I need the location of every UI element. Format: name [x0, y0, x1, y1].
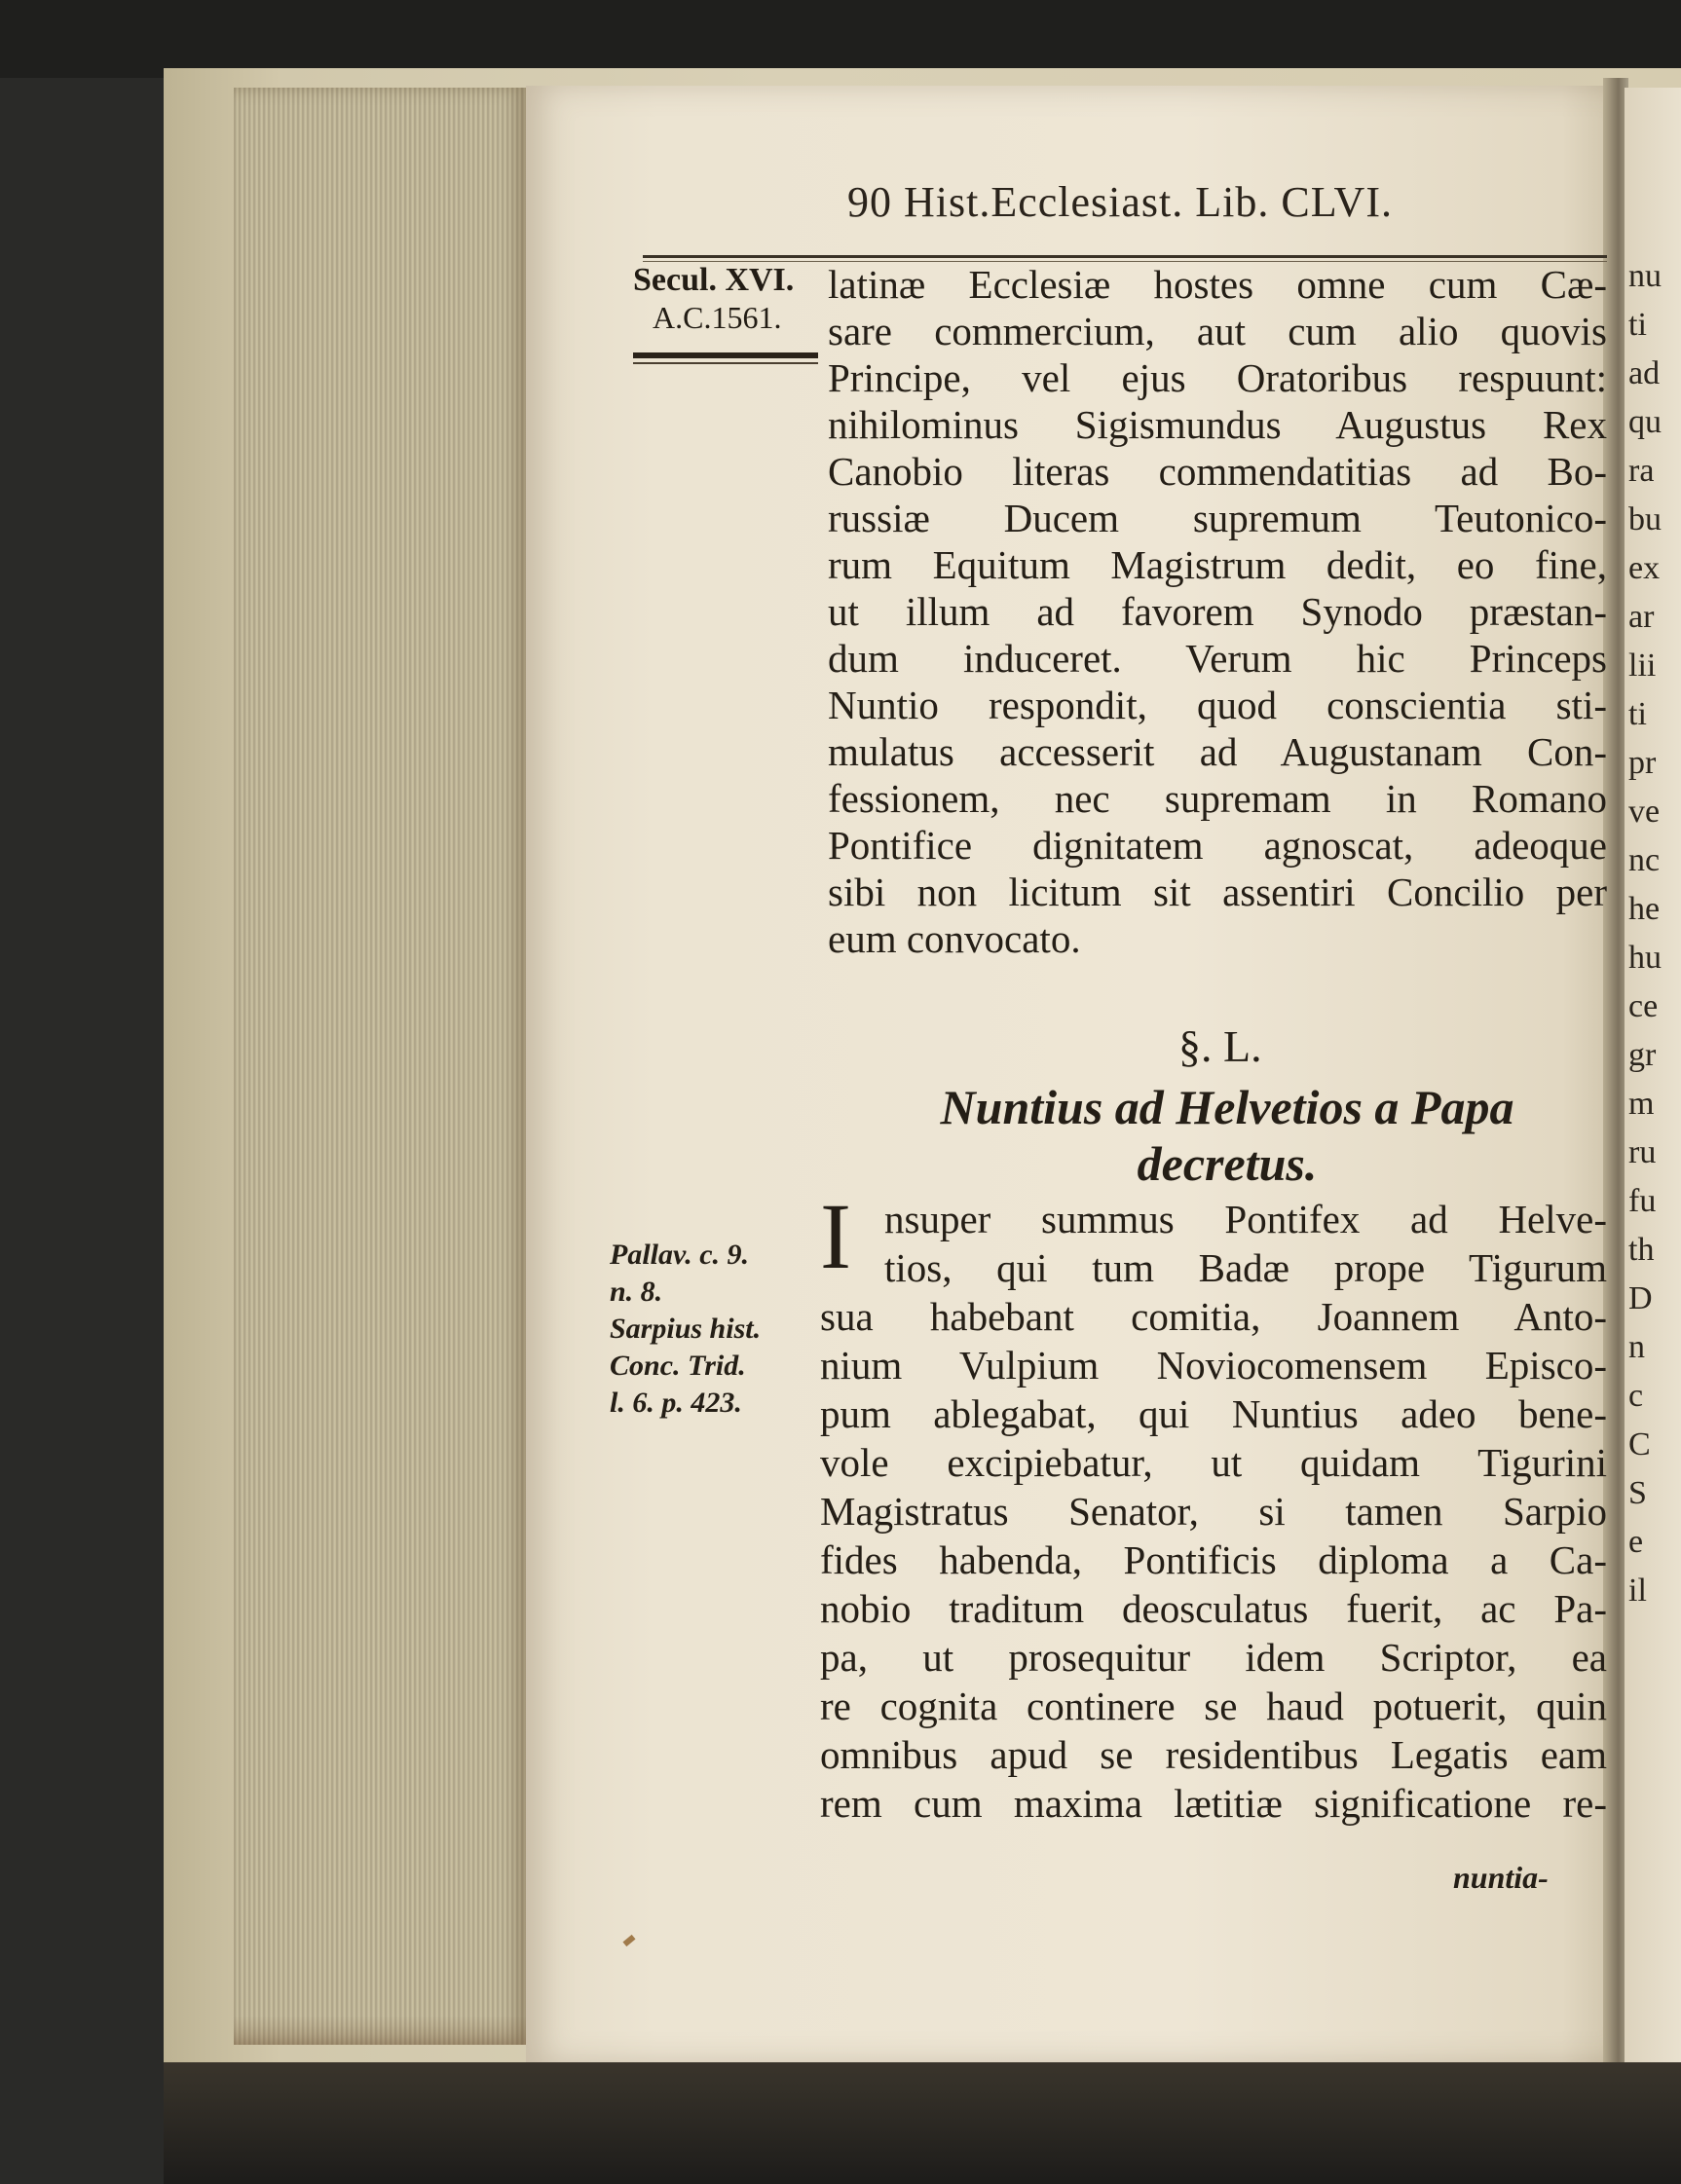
facing-page-fragment: il: [1628, 1573, 1647, 1609]
margin-reference: Conc. Trid.: [610, 1350, 746, 1382]
text-line: ut illum ad favorem Synodo præstan-: [828, 589, 1607, 634]
text-line: Magistratus Senator, si tamen Sarpio: [820, 1489, 1607, 1534]
facing-page-fragment: ce: [1628, 988, 1659, 1024]
facing-page-fragment: ti: [1628, 696, 1647, 732]
running-head: 90 Hist.Ecclesiast. Lib. CLVI.: [847, 178, 1393, 226]
text-line: Nuntio respondit, quod conscientia sti-: [828, 683, 1607, 727]
text-line: russiæ Ducem supremum Teutonico-: [828, 496, 1607, 540]
text-line: fides habenda, Pontificis diploma a Ca-: [820, 1537, 1607, 1582]
text-line: nihilominus Sigismundus Augustus Rex: [828, 402, 1607, 447]
facing-page-fragment: th: [1628, 1232, 1655, 1268]
facing-page-fragment: ex: [1628, 550, 1661, 586]
text-line: mulatus accesserit ad Augustanam Con-: [828, 729, 1607, 774]
margin-rule-thin: [633, 362, 818, 364]
facing-page-fragment: lii: [1628, 648, 1657, 684]
margin-ad-year: A.C.1561.: [653, 300, 782, 335]
bottom-shadow: [164, 2062, 1681, 2184]
margin-reference: n. 8.: [610, 1276, 663, 1308]
drop-cap: I: [820, 1184, 851, 1288]
text-line: tios, qui tum Badæ prope Tigurum: [884, 1245, 1607, 1290]
text-line: nsuper summus Pontifex ad Helve-: [884, 1197, 1607, 1241]
facing-page: [1625, 88, 1681, 2077]
text-line: Principe, vel ejus Oratoribus respuunt:: [828, 355, 1607, 400]
page-edges: [234, 88, 526, 2045]
section-title-line-1: Nuntius ad Helvetios a Papa: [940, 1080, 1514, 1134]
facing-page-fragment: bu: [1628, 501, 1662, 537]
text-line: rum Equitum Magistrum dedit, eo fine,: [828, 542, 1607, 587]
margin-reference: Pallav. c. 9.: [610, 1239, 750, 1271]
facing-page-fragment: ru: [1628, 1134, 1657, 1170]
facing-page-fragment: e: [1628, 1524, 1644, 1560]
facing-page-fragment: C: [1628, 1426, 1651, 1462]
text-line: pa, ut prosequitur idem Scriptor, ea: [820, 1635, 1607, 1680]
text-line: rem cum maxima lætitiæ significatione re-: [820, 1781, 1607, 1826]
text-line: sare commercium, aut cum alio quovis: [828, 309, 1607, 353]
page-edges-shadow: [234, 2016, 526, 2045]
facing-page-fragment: ra: [1628, 453, 1655, 489]
facing-page-fragment: nc: [1628, 842, 1661, 878]
facing-page-fragment: D: [1628, 1280, 1653, 1316]
facing-page-fragment: ar: [1628, 599, 1655, 635]
text-line: sibi non licitum sit assentiri Concilio per: [828, 870, 1607, 914]
facing-page-fragment: ti: [1628, 307, 1647, 343]
text-line: Canobio literas commendatitias ad Bo-: [828, 449, 1607, 494]
facing-page-fragment: n: [1628, 1329, 1645, 1365]
text-line: sua habebant comitia, Joannem Anto-: [820, 1294, 1607, 1339]
head-rule: [643, 255, 1607, 258]
facing-page-fragment: c: [1628, 1378, 1644, 1414]
facing-page-fragment: S: [1628, 1475, 1647, 1511]
text-line: nobio traditum deosculatus fuerit, ac Pa-: [820, 1586, 1607, 1631]
text-line: dum induceret. Verum hic Princeps: [828, 636, 1607, 681]
margin-reference: Sarpius hist.: [610, 1313, 762, 1345]
facing-page-fragment: fu: [1628, 1183, 1657, 1219]
facing-page-fragment: qu: [1628, 404, 1662, 440]
text-line: pum ablegabat, qui Nuntius adeo bene-: [820, 1391, 1607, 1436]
text-line: vole excipiebatur, ut quidam Tigurini: [820, 1440, 1607, 1485]
facing-page-fragment: ad: [1628, 355, 1661, 391]
facing-page-fragment: gr: [1628, 1037, 1657, 1073]
facing-page-fragment: pr: [1628, 745, 1657, 781]
catchword: nuntia-: [1453, 1860, 1549, 1895]
text-line: eum convocato.: [828, 916, 1081, 961]
section-mark: §. L.: [1178, 1021, 1262, 1071]
facing-page-fragment: ve: [1628, 794, 1661, 830]
facing-page-fragment: hu: [1628, 940, 1662, 976]
margin-year: Secul. XVI.: [633, 262, 795, 298]
section-title-line-2: decretus.: [1137, 1136, 1318, 1191]
backdrop: [0, 0, 1681, 78]
margin-reference: l. 6. p. 423.: [610, 1387, 742, 1419]
facing-page-fragment: he: [1628, 891, 1661, 927]
facing-page-fragment: m: [1628, 1086, 1655, 1122]
text-line: fessionem, nec supremam in Romano: [828, 776, 1607, 821]
margin-rule: [633, 352, 818, 358]
text-line: Pontifice dignitatem agnoscat, adeoque: [828, 823, 1607, 868]
text-line: latinæ Ecclesiæ hostes omne cum Cæ-: [828, 262, 1607, 307]
text-line: omnibus apud se residentibus Legatis eam: [820, 1732, 1607, 1777]
facing-page-fragment: nu: [1628, 258, 1662, 294]
text-line: re cognita continere se haud potuerit, quin: [820, 1684, 1607, 1728]
text-line: nium Vulpium Noviocomensem Episco-: [820, 1343, 1607, 1388]
